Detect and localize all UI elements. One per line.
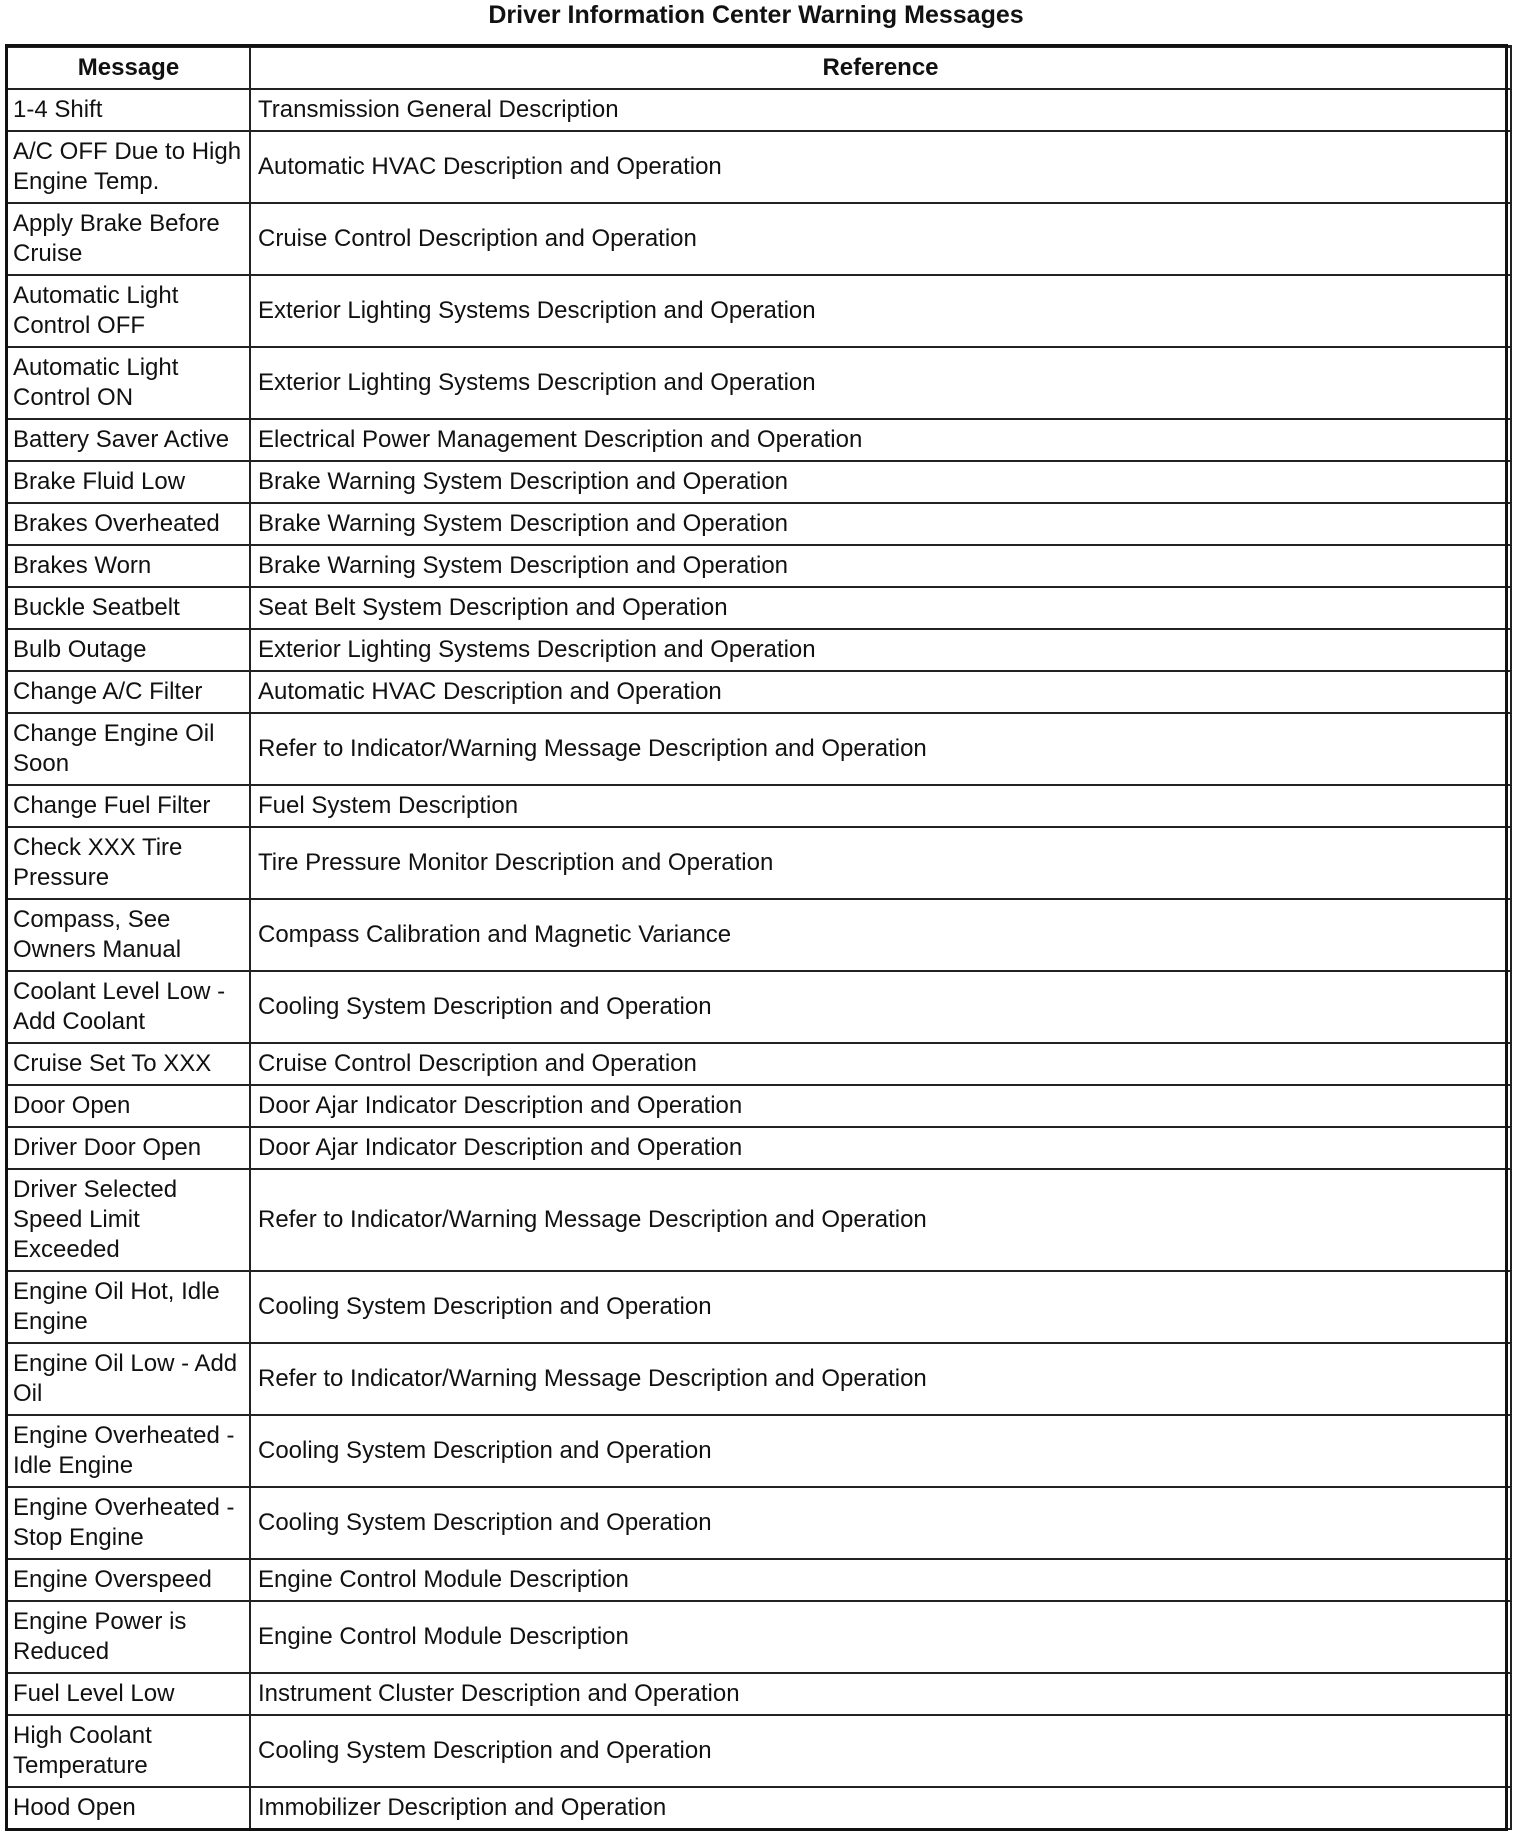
table-row	[7, 1715, 1511, 1787]
reference-cell: Cooling System Description and Operation	[250, 1271, 1511, 1343]
message-cell: Check XXX Tire Pressure	[7, 827, 250, 899]
reference-cell: Refer to Indicator/Warning Message Description and Operation	[250, 1343, 1511, 1415]
table-row	[7, 827, 1511, 899]
message-cell: Engine Oil Hot, Idle Engine	[7, 1271, 250, 1343]
reference-cell: Refer to Indicator/Warning Message Description and Operation	[250, 1169, 1511, 1271]
message-cell: Engine Power is Reduced	[7, 1601, 250, 1673]
reference-cell: Engine Control Module Description	[250, 1559, 1511, 1601]
message-cell: Engine Overheated - Stop Engine	[7, 1487, 250, 1559]
reference-cell: Immobilizer Description and Operation	[250, 1787, 1511, 1829]
column-header-message: Message	[7, 47, 250, 90]
message-cell: Automatic Light Control OFF	[7, 275, 250, 347]
reference-cell: Engine Control Module Description	[250, 1601, 1511, 1673]
reference-cell: Fuel System Description	[250, 785, 1511, 827]
message-cell: Engine Overheated - Idle Engine	[7, 1415, 250, 1487]
message-cell: Door Open	[7, 1085, 250, 1127]
reference-cell: Brake Warning System Description and Operation	[250, 461, 1511, 503]
message-cell: Hood Open	[7, 1787, 250, 1829]
message-cell: High Coolant Temperature	[7, 1715, 250, 1787]
reference-cell: Tire Pressure Monitor Description and Operation	[250, 827, 1511, 899]
reference-cell: Cooling System Description and Operation	[250, 1487, 1511, 1559]
table-row	[7, 1343, 1511, 1415]
message-cell: Driver Selected Speed Limit Exceeded	[7, 1169, 250, 1271]
reference-cell: Cooling System Description and Operation	[250, 971, 1511, 1043]
table-row	[7, 1601, 1511, 1673]
reference-cell: Transmission General Description	[250, 89, 1511, 131]
table-row	[7, 203, 1511, 275]
reference-cell: Cruise Control Description and Operation	[250, 203, 1511, 275]
reference-cell: Door Ajar Indicator Description and Operation	[250, 1127, 1511, 1169]
message-cell: Compass, See Owners Manual	[7, 899, 250, 971]
table-row	[7, 671, 1511, 713]
table-row	[7, 89, 1511, 131]
table-row	[7, 461, 1511, 503]
message-cell: A/C OFF Due to High Engine Temp.	[7, 131, 250, 203]
reference-cell: Electrical Power Management Description and Operation	[250, 419, 1511, 461]
table-row	[7, 275, 1511, 347]
table-row	[7, 587, 1511, 629]
table-row	[7, 347, 1511, 419]
table-row	[7, 545, 1511, 587]
message-cell: 1-4 Shift	[7, 89, 250, 131]
reference-cell: Refer to Indicator/Warning Message Description and Operation	[250, 713, 1511, 785]
reference-cell: Exterior Lighting Systems Description and Operation	[250, 275, 1511, 347]
message-cell: Change Engine Oil Soon	[7, 713, 250, 785]
table-row	[7, 1487, 1511, 1559]
message-cell: Brakes Worn	[7, 545, 250, 587]
table-row	[7, 419, 1511, 461]
message-cell: Engine Overspeed	[7, 1559, 250, 1601]
reference-cell: Exterior Lighting Systems Description and Operation	[250, 629, 1511, 671]
reference-cell: Automatic HVAC Description and Operation	[250, 131, 1511, 203]
reference-cell: Cooling System Description and Operation	[250, 1715, 1511, 1787]
message-cell: Fuel Level Low	[7, 1673, 250, 1715]
message-cell: Coolant Level Low - Add Coolant	[7, 971, 250, 1043]
reference-cell: Compass Calibration and Magnetic Variance	[250, 899, 1511, 971]
reference-cell: Instrument Cluster Description and Operation	[250, 1673, 1511, 1715]
reference-cell: Brake Warning System Description and Operation	[250, 503, 1511, 545]
table-row	[7, 629, 1511, 671]
table-body	[7, 89, 1511, 1829]
message-cell: Bulb Outage	[7, 629, 250, 671]
table-row	[7, 1559, 1511, 1601]
table-row	[7, 1169, 1511, 1271]
reference-cell: Cooling System Description and Operation	[250, 1415, 1511, 1487]
table-row	[7, 131, 1511, 203]
table-row	[7, 1085, 1511, 1127]
message-cell: Apply Brake Before Cruise	[7, 203, 250, 275]
table-row	[7, 785, 1511, 827]
reference-cell: Automatic HVAC Description and Operation	[250, 671, 1511, 713]
table-row	[7, 1043, 1511, 1085]
table-header-row	[7, 47, 1511, 90]
table-row	[7, 971, 1511, 1043]
message-cell: Engine Oil Low - Add Oil	[7, 1343, 250, 1415]
reference-cell: Cruise Control Description and Operation	[250, 1043, 1511, 1085]
reference-cell: Exterior Lighting Systems Description and Operation	[250, 347, 1511, 419]
table-row	[7, 503, 1511, 545]
message-cell: Driver Door Open	[7, 1127, 250, 1169]
message-cell: Battery Saver Active	[7, 419, 250, 461]
column-header-reference: Reference	[250, 47, 1511, 90]
message-cell: Brake Fluid Low	[7, 461, 250, 503]
message-cell: Change Fuel Filter	[7, 785, 250, 827]
table-row	[7, 1271, 1511, 1343]
message-cell: Automatic Light Control ON	[7, 347, 250, 419]
message-cell: Cruise Set To XXX	[7, 1043, 250, 1085]
message-cell: Buckle Seatbelt	[7, 587, 250, 629]
table-row	[7, 1673, 1511, 1715]
table-row	[7, 1127, 1511, 1169]
message-cell: Change A/C Filter	[7, 671, 250, 713]
warning-messages-table	[6, 45, 1512, 1830]
table-row	[7, 1415, 1511, 1487]
table-row	[7, 1787, 1511, 1829]
table-title: Driver Information Center Warning Messages	[488, 1, 1024, 29]
table-row	[7, 713, 1511, 785]
reference-cell: Brake Warning System Description and Operation	[250, 545, 1511, 587]
reference-cell: Seat Belt System Description and Operation	[250, 587, 1511, 629]
table-row	[7, 899, 1511, 971]
message-cell: Brakes Overheated	[7, 503, 250, 545]
reference-cell: Door Ajar Indicator Description and Operation	[250, 1085, 1511, 1127]
